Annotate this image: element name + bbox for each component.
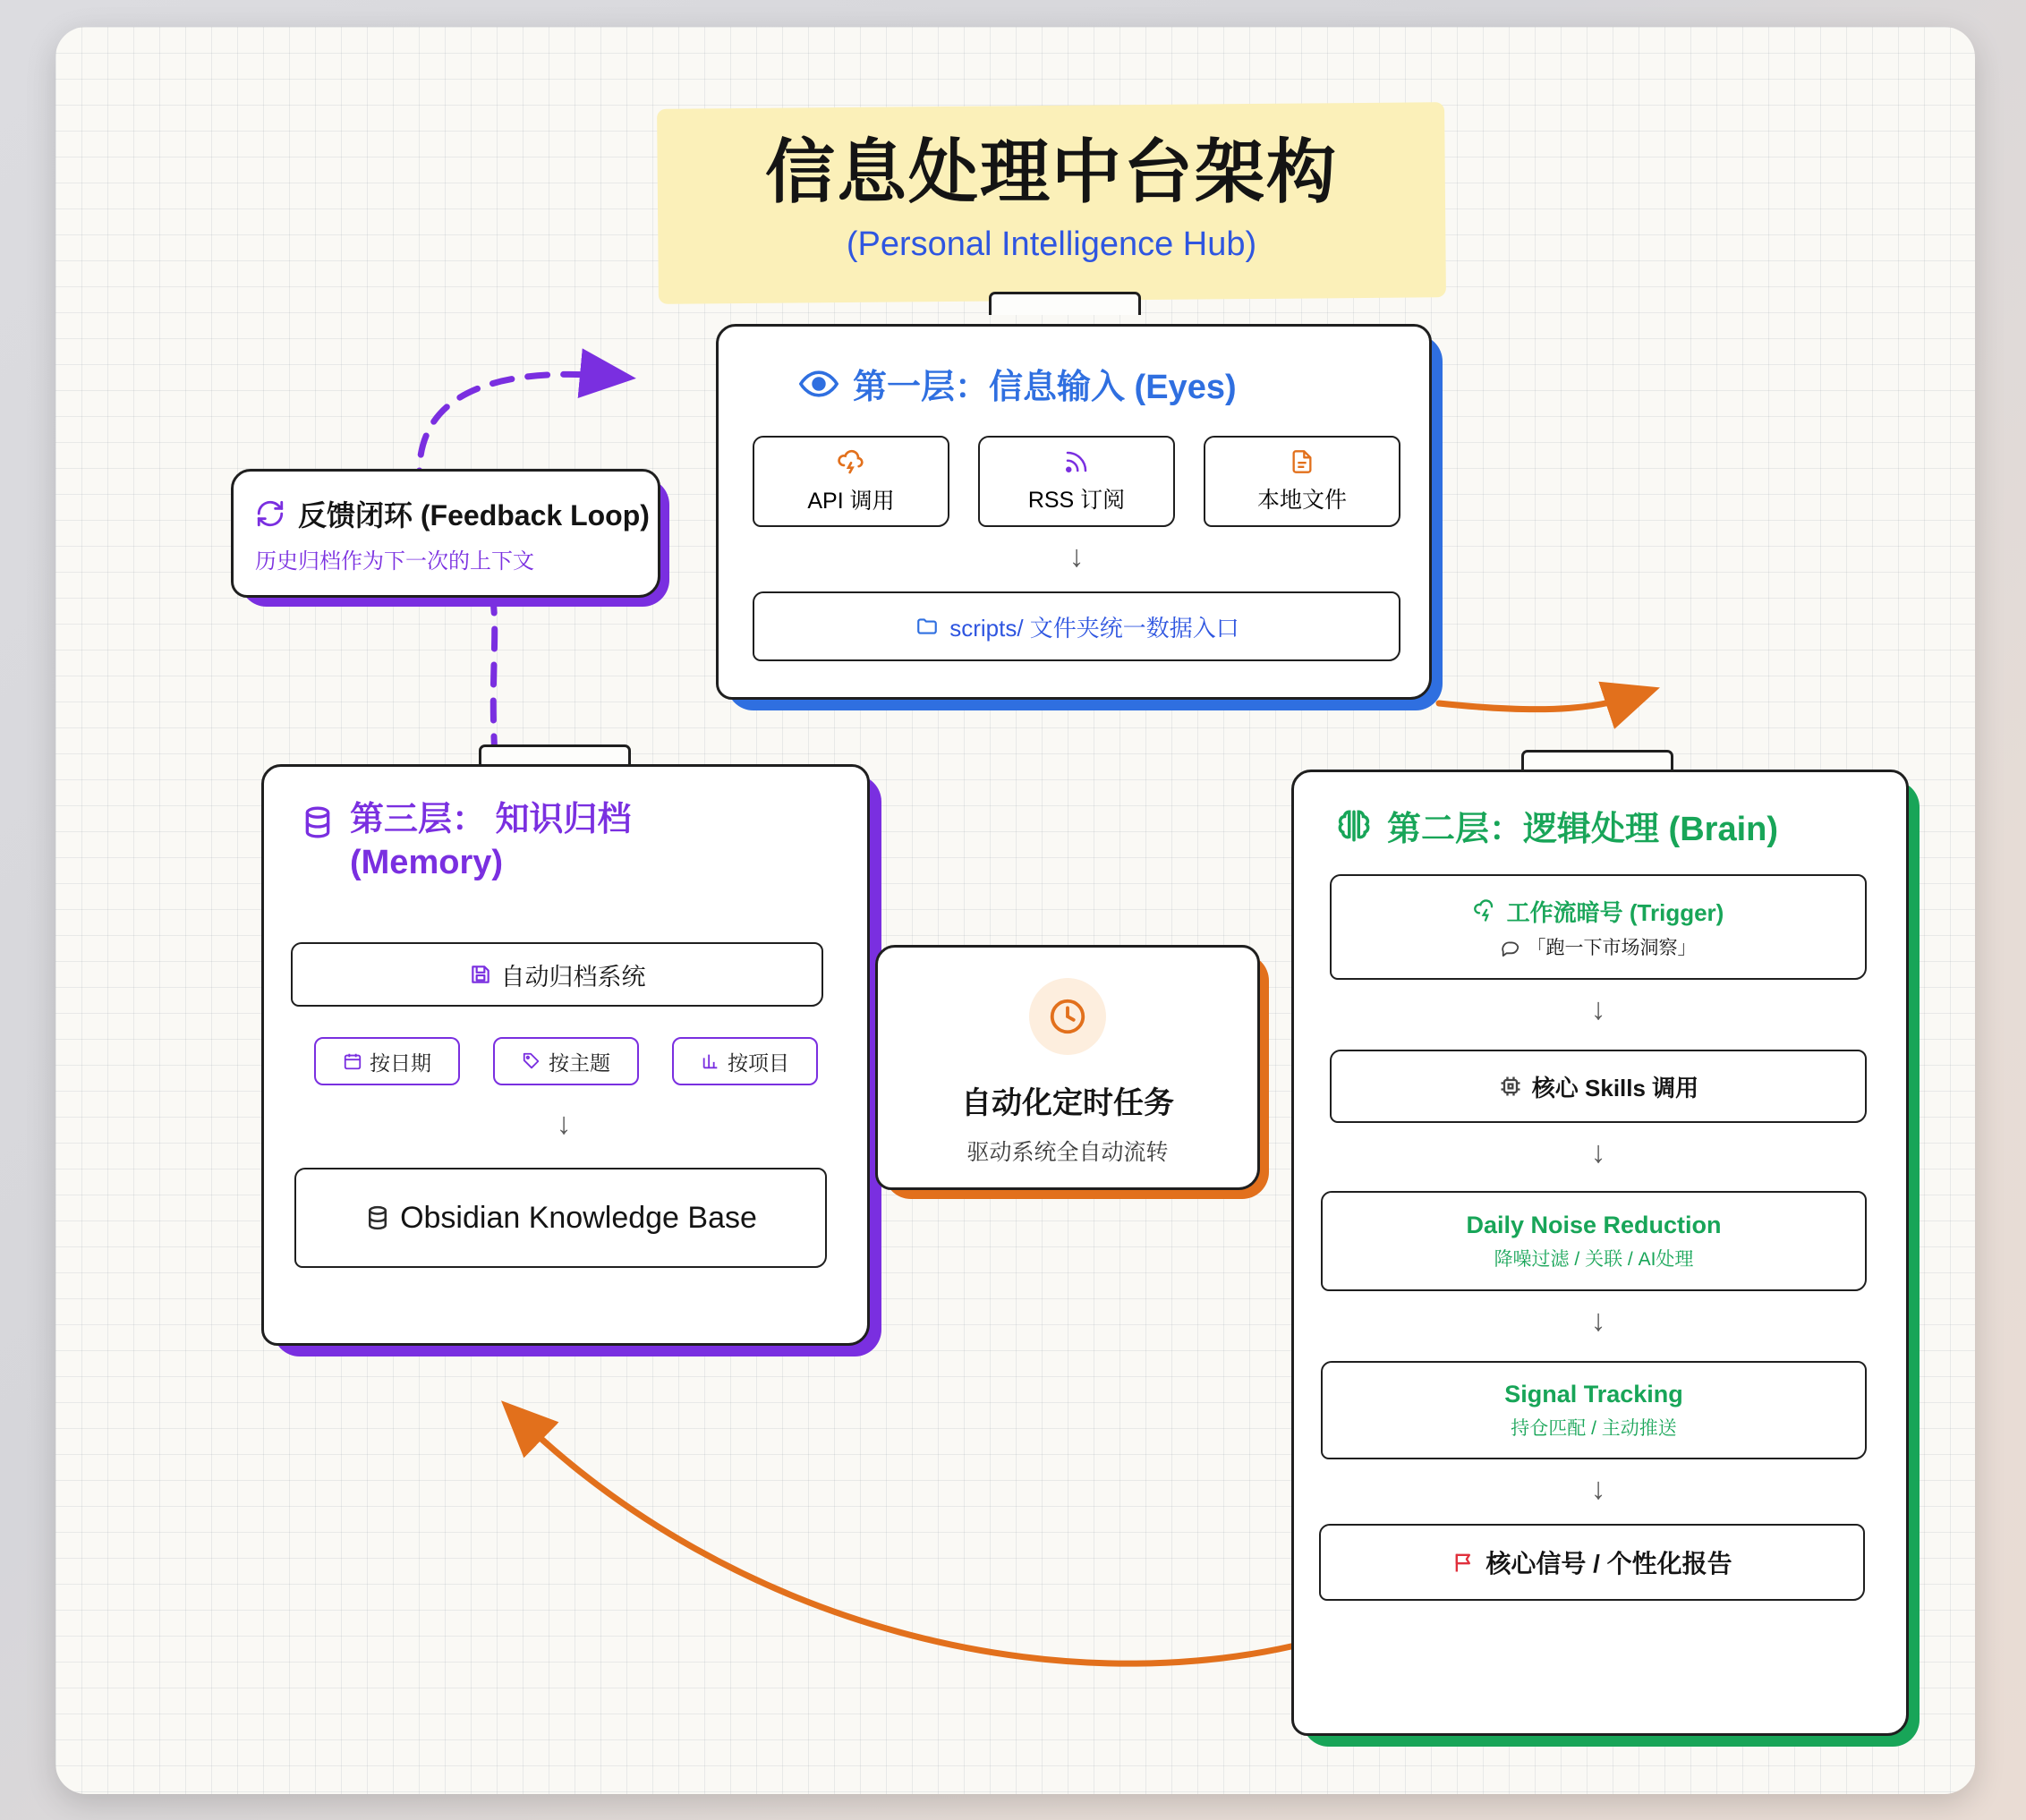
brain-icon — [1335, 807, 1373, 845]
feedback-loop-card — [231, 469, 660, 598]
layer1-arrow: ↓ — [1068, 540, 1085, 574]
step-trigger-title: 工作流暗号 (Trigger) — [1506, 898, 1724, 926]
layer2-arrow-3: ↓ — [1590, 1304, 1606, 1338]
feedback-subtitle: 历史归档作为下一次的上下文 — [255, 549, 534, 574]
flag-icon — [1451, 1549, 1477, 1576]
chart-icon — [701, 1051, 720, 1071]
page-title: 信息处理中台架构 — [764, 132, 1338, 211]
step-trigger[interactable] — [1330, 874, 1867, 980]
layer1-card — [716, 324, 1432, 700]
scripts-entry-label: scripts/ 文件夹统一数据入口 — [949, 614, 1239, 642]
clock-icon — [1029, 978, 1106, 1055]
chip-icon — [1498, 1074, 1523, 1099]
layer2-arrow-4: ↓ — [1590, 1472, 1606, 1506]
step-trigger-sub: 「跑一下市场洞察」 — [1527, 937, 1697, 958]
step-signal-tracking[interactable] — [1321, 1361, 1867, 1459]
obsidian-knowledge-base[interactable] — [294, 1168, 827, 1268]
source-rss-label: RSS 订阅 — [1027, 488, 1126, 513]
tag-icon — [522, 1051, 541, 1071]
tag-by-topic[interactable] — [493, 1037, 639, 1085]
cloud-bolt-icon — [837, 447, 865, 476]
scripts-entry[interactable] — [753, 591, 1400, 661]
source-api-label: API 调用 — [807, 489, 895, 514]
source-local-file[interactable] — [1204, 436, 1400, 527]
save-icon — [469, 963, 492, 986]
step-noise-reduction-title: Daily Noise Reduction — [1466, 1211, 1722, 1238]
file-icon — [1290, 448, 1315, 475]
step-signal-tracking-title: Signal Tracking — [1504, 1380, 1683, 1408]
step-noise-reduction[interactable] — [1321, 1191, 1867, 1291]
layer2-heading-row — [1335, 801, 1778, 850]
rss-icon — [1063, 448, 1090, 475]
tag-by-topic-label: 按主题 — [549, 1050, 610, 1075]
bolt-icon — [1473, 898, 1498, 923]
step-noise-reduction-sub: 降噪过滤 / 关联 / AI处理 — [1494, 1248, 1694, 1270]
layer1-tab — [989, 292, 1141, 315]
feedback-title: 反馈闭环 (Feedback Loop) — [298, 499, 650, 532]
layer2-arrow-2: ↓ — [1590, 1135, 1606, 1169]
scheduler-title: 自动化定时任务 — [961, 1085, 1174, 1120]
folder-icon — [914, 615, 941, 638]
step-core-signal-report[interactable] — [1319, 1524, 1865, 1601]
calendar-icon — [343, 1051, 362, 1071]
layer2-heading: 第二层：逻辑处理 (Brain) — [1387, 811, 1779, 848]
layer1-heading: 第一层：信息输入 (Eyes) — [853, 369, 1237, 406]
tag-by-date[interactable] — [314, 1037, 460, 1085]
step-skills-title: 核心 Skills 调用 — [1531, 1074, 1699, 1101]
database-icon — [300, 803, 336, 842]
source-rss[interactable] — [978, 436, 1175, 527]
loop-icon — [255, 498, 285, 529]
source-local-file-label: 本地文件 — [1256, 488, 1347, 513]
step-signal-tracking-sub: 持仓匹配 / 主动推送 — [1511, 1417, 1677, 1439]
step-skills[interactable] — [1330, 1050, 1867, 1123]
source-api[interactable] — [753, 436, 949, 527]
tag-by-project[interactable] — [672, 1037, 818, 1085]
obsidian-knowledge-base-label: Obsidian Knowledge Base — [400, 1200, 757, 1235]
layer2-card — [1291, 770, 1909, 1736]
layer3-heading-line1: 第三层： 知识归档 — [350, 801, 632, 838]
layer2-arrow-1: ↓ — [1590, 992, 1606, 1026]
scheduler-subtitle: 驱动系统全自动流转 — [966, 1139, 1169, 1165]
auto-archive-label: 自动归档系统 — [500, 963, 646, 991]
database-icon — [364, 1203, 391, 1233]
layer3-card — [261, 764, 870, 1346]
scheduler-card — [875, 945, 1260, 1190]
page-subtitle: (Personal Intelligence Hub) — [846, 225, 1257, 263]
layer1-heading-row — [799, 359, 1237, 408]
tag-by-project-label: 按项目 — [728, 1050, 789, 1075]
tag-by-date-label: 按日期 — [370, 1050, 431, 1075]
layer3-heading-row — [300, 799, 632, 884]
step-core-signal-report-title: 核心信号 / 个性化报告 — [1485, 1550, 1732, 1578]
eye-icon — [799, 364, 838, 404]
layer3-arrow: ↓ — [556, 1107, 572, 1141]
comment-icon — [1501, 937, 1520, 957]
layer3-heading-line2: (Memory) — [350, 843, 504, 881]
auto-archive-box[interactable] — [291, 942, 823, 1007]
